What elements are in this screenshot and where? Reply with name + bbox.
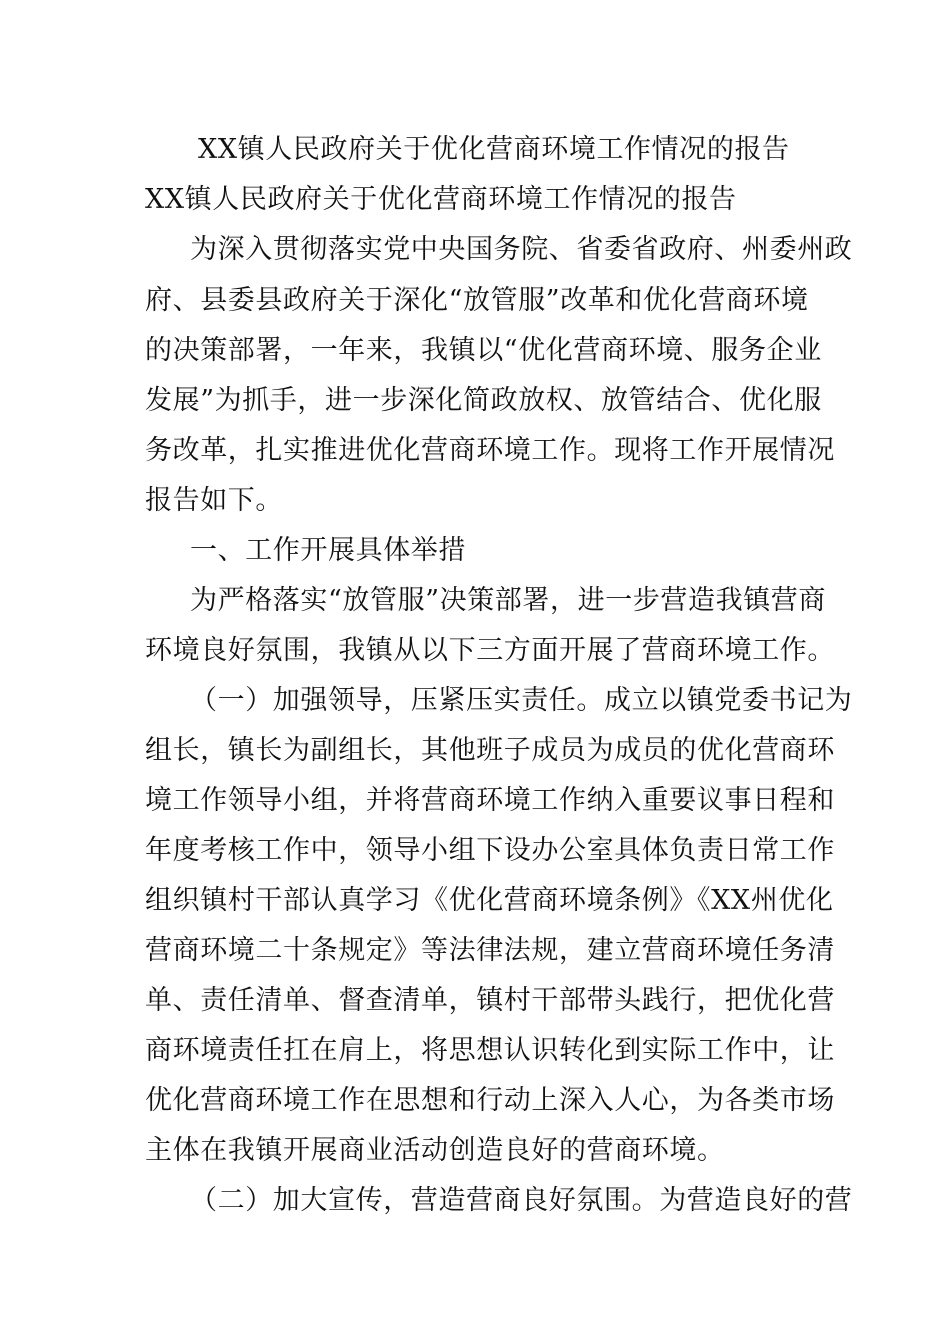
paragraph-line: 组织镇村干部认真学习《优化营商环境条例》《XX州优化 — [145, 885, 834, 916]
paragraph-line: 报告如下。 — [145, 485, 283, 516]
paragraph-line: 为严格落实“放管服”决策部署，进一步营造我镇营商 — [190, 585, 827, 616]
paragraph-line: 为深入贯彻落实党中央国务院、省委省政府、州委州政 — [190, 234, 853, 265]
section-heading: 一、工作开展具体举措 — [190, 535, 466, 566]
paragraph-line: 环境良好氛围，我镇从以下三方面开展了营商环境工作。 — [145, 635, 835, 666]
paragraph-line: 务改革，扎实推进优化营商环境工作。现将工作开展情况 — [145, 435, 835, 466]
paragraph-line: 组长，镇长为副组长，其他班子成员为成员的优化营商环 — [145, 735, 835, 766]
paragraph-line: 单、责任清单、督查清单，镇村干部带头践行，把优化营 — [145, 985, 835, 1016]
document-title-centered: XX镇人民政府关于优化营商环境工作情况的报告 — [198, 134, 790, 165]
paragraph-line: 营商环境二十条规定》等法律法规，建立营商环境任务清 — [145, 935, 835, 966]
paragraph-line: （一）加强领导，压紧压实责任。成立以镇党委书记为 — [190, 685, 853, 716]
paragraph-line: 境工作领导小组，并将营商环境工作纳入重要议事日程和 — [145, 785, 835, 816]
paragraph-line: 府、县委县政府关于深化“放管服”改革和优化营商环境 — [145, 285, 809, 316]
paragraph-line: 的决策部署，一年来，我镇以“优化营商环境、服务企业 — [145, 335, 822, 366]
paragraph-line: 优化营商环境工作在思想和行动上深入人心，为各类市场 — [145, 1085, 835, 1116]
document-title: XX镇人民政府关于优化营商环境工作情况的报告 — [145, 184, 737, 215]
paragraph-line: 发展”为抓手，进一步深化简政放权、放管结合、优化服 — [145, 385, 822, 416]
paragraph-line: 年度考核工作中，领导小组下设办公室具体负责日常工作 — [145, 835, 835, 866]
paragraph-line: 商环境责任扛在肩上，将思想认识转化到实际工作中，让 — [145, 1035, 835, 1066]
paragraph-line: 主体在我镇开展商业活动创造良好的营商环境。 — [145, 1135, 725, 1166]
paragraph-line: （二）加大宣传，营造营商良好氛围。为营造良好的营 — [190, 1185, 853, 1216]
